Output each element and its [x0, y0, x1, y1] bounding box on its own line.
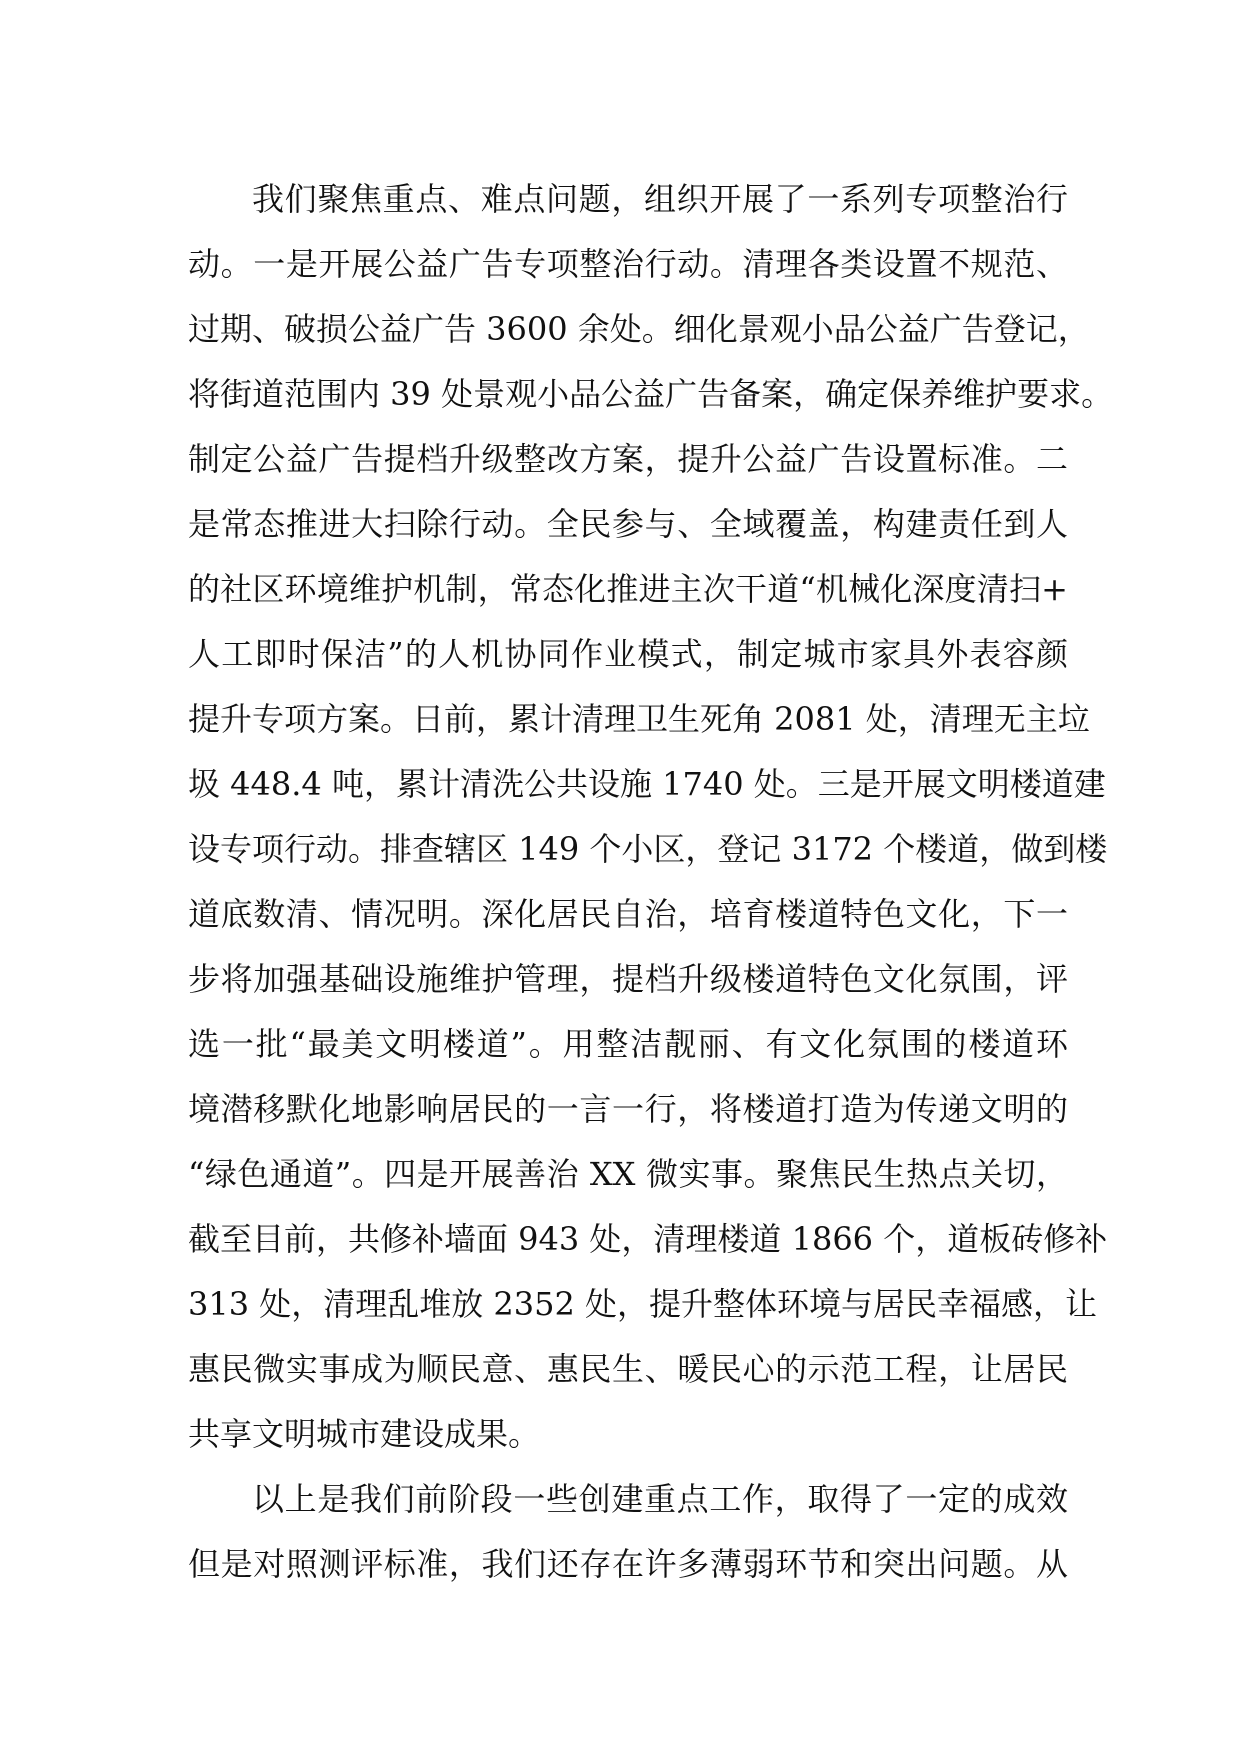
- text-line: 以上是我们前阶段一些创建重点工作，取得了一定的成效: [252, 1480, 1068, 1518]
- text-line: 截至目前，共修补墙面 943 处，清理楼道 1866 个，道板砖修补: [188, 1220, 1108, 1258]
- text-line: 选一批“最美文明楼道”。用整洁靓丽、有文化氛围的楼道环: [188, 1025, 1068, 1063]
- text-line: 提升专项方案。日前，累计清理卫生死角 2081 处，清理无主垃: [188, 700, 1090, 738]
- text-line: 将街道范围内 39 处景观小品公益广告备案，确定保养维护要求。: [188, 375, 1114, 413]
- text-line: 人工即时保洁”的人机协同作业模式，制定城市家具外表容颜: [188, 635, 1068, 673]
- paragraph-summary: [188, 1467, 1068, 1597]
- text-line: 惠民微实事成为顺民意、惠民生、暖民心的示范工程，让居民: [188, 1350, 1068, 1388]
- text-line: 过期、破损公益广告 3600 余处。细化景观小品公益广告登记，: [188, 310, 1090, 348]
- paragraph-special-campaigns: [188, 167, 1114, 1467]
- text-line: 境潜移默化地影响居民的一言一行，将楼道打造为传递文明的: [188, 1090, 1068, 1128]
- text-line: 是常态推进大扫除行动。全民参与、全域覆盖，构建责任到人: [188, 505, 1068, 543]
- text-line: 制定公益广告提档升级整改方案，提升公益广告设置标准。二: [188, 440, 1068, 478]
- text-line: 的社区环境维护机制，常态化推进主次干道“机械化深度清扫+: [188, 570, 1068, 608]
- text-line: 我们聚焦重点、难点问题，组织开展了一系列专项整治行: [252, 180, 1068, 218]
- text-line: 313 处，清理乱堆放 2352 处，提升整体环境与居民幸福感，让: [188, 1285, 1098, 1323]
- text-line: “绿色通道”。四是开展善治 XX 微实事。聚焦民生热点关切，: [188, 1155, 1068, 1193]
- text-line: 圾 448.4 吨，累计清洗公共设施 1740 处。三是开展文明楼道建: [188, 765, 1106, 803]
- text-line: 动。一是开展公益广告专项整治行动。清理各类设置不规范、: [188, 245, 1068, 283]
- text-line: 但是对照测评标准，我们还存在许多薄弱环节和突出问题。从: [188, 1545, 1068, 1583]
- text-line: 共享文明城市建设成果。: [188, 1415, 541, 1453]
- text-line: 道底数清、情况明。深化居民自治，培育楼道特色文化，下一: [188, 895, 1068, 933]
- text-line: 设专项行动。排查辖区 149 个小区，登记 3172 个楼道，做到楼: [188, 830, 1108, 868]
- text-line: 步将加强基础设施维护管理，提档升级楼道特色文化氛围，评: [188, 960, 1068, 998]
- document-body: [188, 167, 1114, 1597]
